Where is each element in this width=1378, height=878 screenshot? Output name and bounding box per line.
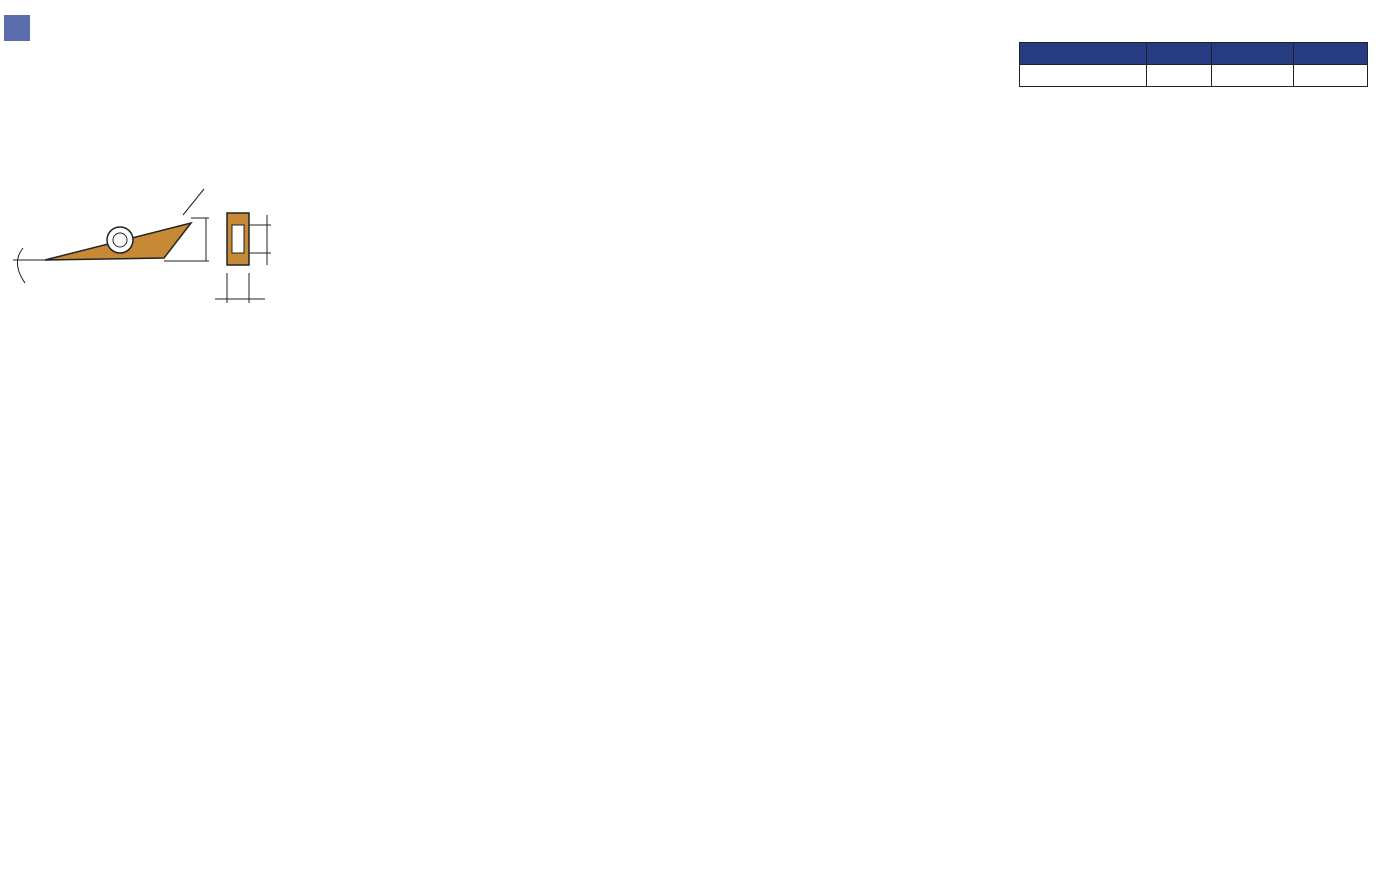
dim-header-ic <box>1147 43 1212 65</box>
angle-arc <box>17 248 25 283</box>
insert-top-view <box>13 189 209 283</box>
dim-header-s <box>1212 43 1294 65</box>
insert-diagram <box>3 103 303 373</box>
dimension-value-row <box>1020 65 1368 87</box>
dim-header-d1 <box>1294 43 1368 65</box>
dim-value-d1 <box>1294 65 1368 87</box>
dimension-table <box>1019 42 1368 87</box>
dim-value-ic <box>1147 65 1212 87</box>
insert-side-hole <box>232 225 244 253</box>
insert-hole-inner <box>113 233 127 247</box>
re-leader <box>183 189 204 215</box>
title-square-icon <box>4 15 30 41</box>
insert-side-view <box>215 213 271 303</box>
page-title <box>4 10 36 50</box>
dim-value-model <box>1020 65 1147 87</box>
dim-header-model <box>1020 43 1147 65</box>
dimension-header-row <box>1020 43 1368 65</box>
dim-value-s <box>1212 65 1294 87</box>
